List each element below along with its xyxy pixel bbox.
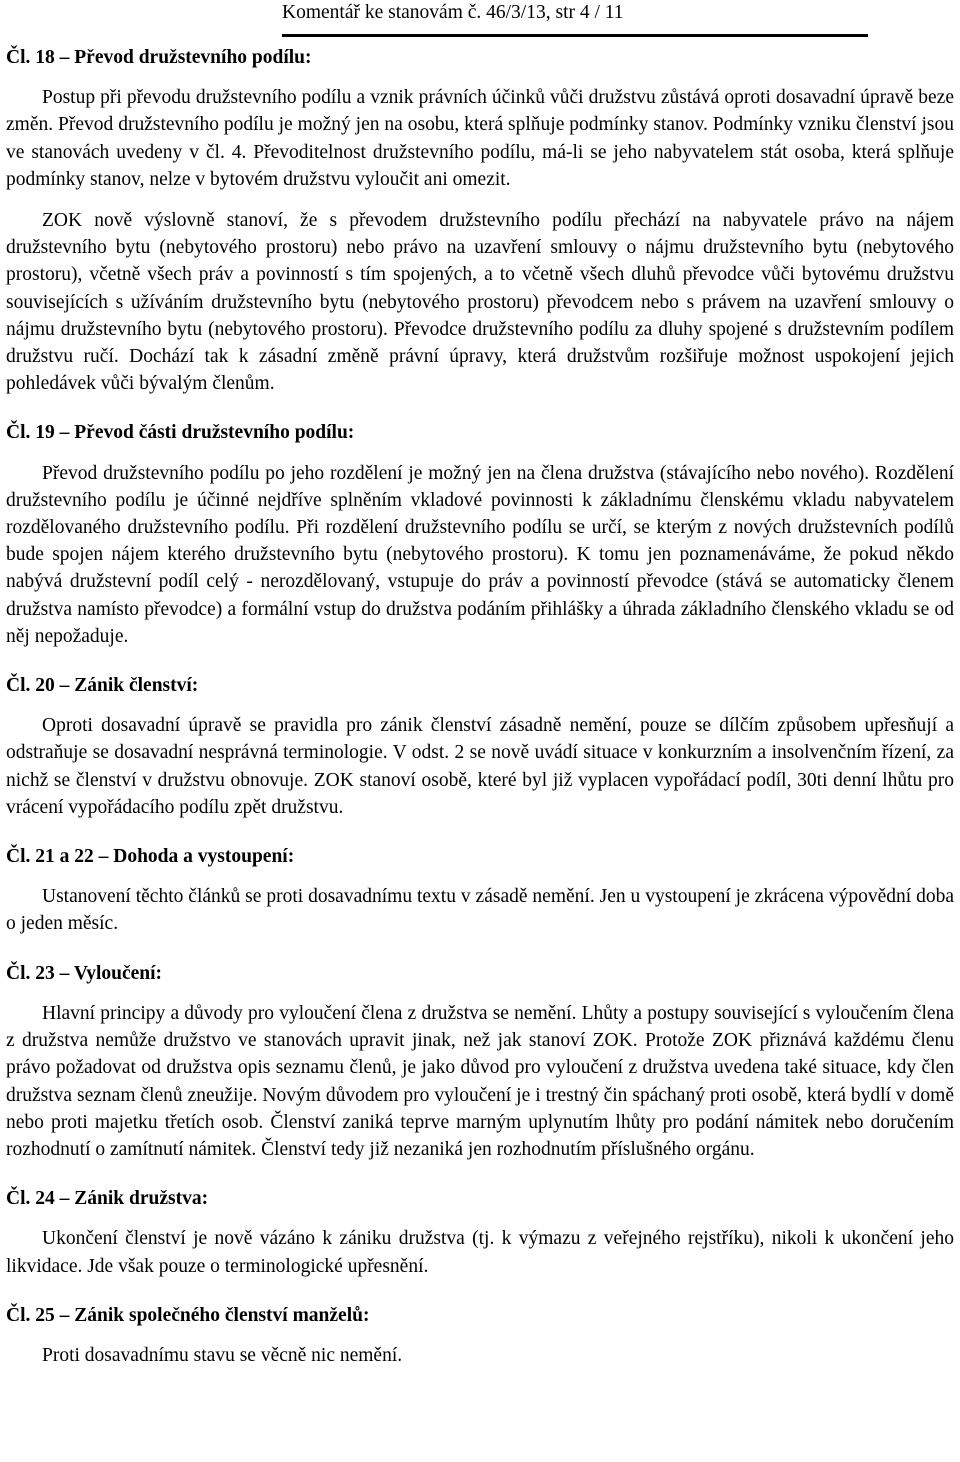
paragraph: ZOK nově výslovně stanoví, že s převodem družstevního podílu přechází na nabyvatele právo na nájem družstevního bytu (nebytového prostoru) nebo právo na uzavření smlouvy o nájmu družstevního bytu (nebytového prostoru), včetně všech práv a povinností s tím spojených, a to včetně všech dluhů převodce vůči bytovému družstvu souvisejících s užíváním družstevního bytu (nebytového prostoru) převodcem nebo s právem na uzavření smlouvy o nájmu družstevního bytu (nebytového prostoru). Převodce družstevního podílu za dluhy spojené s družstevním podílem družstvu ručí. Dochází tak k zásadní změně právní úpravy, která družstvům rozšiřuje možnost uspokojení jejich pohledávek vůči bývalým členům. (6, 210, 954, 395)
section-heading: Čl. 25 – Zánik společného členství manželů: (6, 1304, 370, 1326)
section-cl-21-22 (6, 843, 954, 938)
paragraph: Ukončení členství je nově vázáno k zániku družstva (tj. k výmazu z veřejného rejstříku), nikoli k ukončení jeho likvidace. Jde však pouze o terminologické upřesnění. (6, 1228, 954, 1277)
section-heading: Čl. 24 – Zánik družstva: (6, 1188, 209, 1210)
section-heading: Čl. 20 – Zánik členství: (6, 675, 199, 697)
section-heading: Čl. 23 – Vyloučení: (6, 962, 163, 984)
paragraph: Ustanovení těchto článků se proti dosavadnímu textu v zásadě nemění. Jen u vystoupení je zkrácena výpovědní doba o jeden měsíc. (6, 886, 954, 935)
paragraph: Oproti dosavadní úpravě se pravidla pro zánik členství zásadně nemění, pouze se dílčím způsobem upřesňují a odstraňuje se dosavadní nesprávná terminologie. V odst. 2 se nově uvádí situace v konkurzním a insolvenčním řízení, za nichž se členství v družstvu obnovuje. ZOK stanoví osobě, které byl již vyplacen vypořádací podíl, 30ti denní lhůtu pro vrácení vypořádacího podílu zpět družstvu. (6, 715, 954, 818)
section-cl-23 (6, 960, 954, 1163)
section-heading: Čl. 19 – Převod části družstevního podílu: (6, 422, 355, 444)
section-cl-18 (6, 44, 954, 397)
paragraph: Hlavní principy a důvody pro vyloučení člena z družstva se nemění. Lhůty a postupy související s vyloučením člena z družstva nemůže družstvo ve stanovách upravit jinak, než jak stanoví ZOK. Protože ZOK přiznává každému členu právo požadovat od družstva opis seznamu členů, je jako důvod pro vyloučení z družstva uvedena také situace, kdy člen družstva seznam členů zneužije. Novým důvodem pro vyloučení je i trestný čin spáchaný proti osobě, která bydlí v domě nebo proti majetku třetích osob. Členství zaniká teprve marným uplynutím lhůty pro podání námitek nebo doručením rozhodnutí o zamítnutí námitek. Členství tedy již nezaniká jen rozhodnutím příslušného orgánu. (6, 1002, 954, 1160)
page-header (282, 0, 868, 37)
paragraph: Převod družstevního podílu po jeho rozdělení je možný jen na člena družstva (stávajícího nebo nového). Rozdělení družstevního podílu je účinné nejdříve splněním vkladové povinnosti k základnímu členskému vkladu nabyvatelem rozdělovaného družstevního podílu. Při rozdělení družstevního podílu se určí, se kterým z nových družstevních podílů bude spojen nájem kterého družstevního bytu (nebytového prostoru). K tomu jen poznamenáváme, že pokud někdo nabývá družstevní podíl celý - nerozdělovaný, vstupuje do práv a povinností převodce (stává se automaticky členem družstva namísto převodce) a formální vstup do družstva podáním přihlášky a úhrada základního členského vkladu se od něj nepožaduje. (6, 462, 954, 647)
document-body (6, 44, 954, 1369)
section-cl-24 (6, 1185, 954, 1280)
paragraph: Proti dosavadnímu stavu se věcně nic nemění. (42, 1344, 403, 1366)
section-heading: Čl. 21 a 22 – Dohoda a vystoupení: (6, 846, 295, 868)
section-cl-19 (6, 419, 954, 650)
section-heading: Čl. 18 – Převod družstevního podílu: (6, 47, 312, 68)
header-text: Komentář ke stanovám č. 46/3/13, str 4 / 11 (282, 2, 624, 23)
paragraph: Postup při převodu družstevního podílu a vznik právních účinků vůči družstvu zůstává oproti dosavadní úpravě beze změn. Převod družstevního podílu je možný jen na osobu, která splňuje podmínky stanov. Podmínky vzniku členství jsou ve stanovách uvedeny v čl. 4. Převoditelnost družstevního podílu, má-li se jeho nabyvatelem stát osoba, která splňuje podmínky stanov, nelze v bytovém družstvu vyloučit ani omezit. (6, 87, 954, 190)
section-cl-20 (6, 672, 954, 821)
section-cl-25 (6, 1302, 954, 1369)
